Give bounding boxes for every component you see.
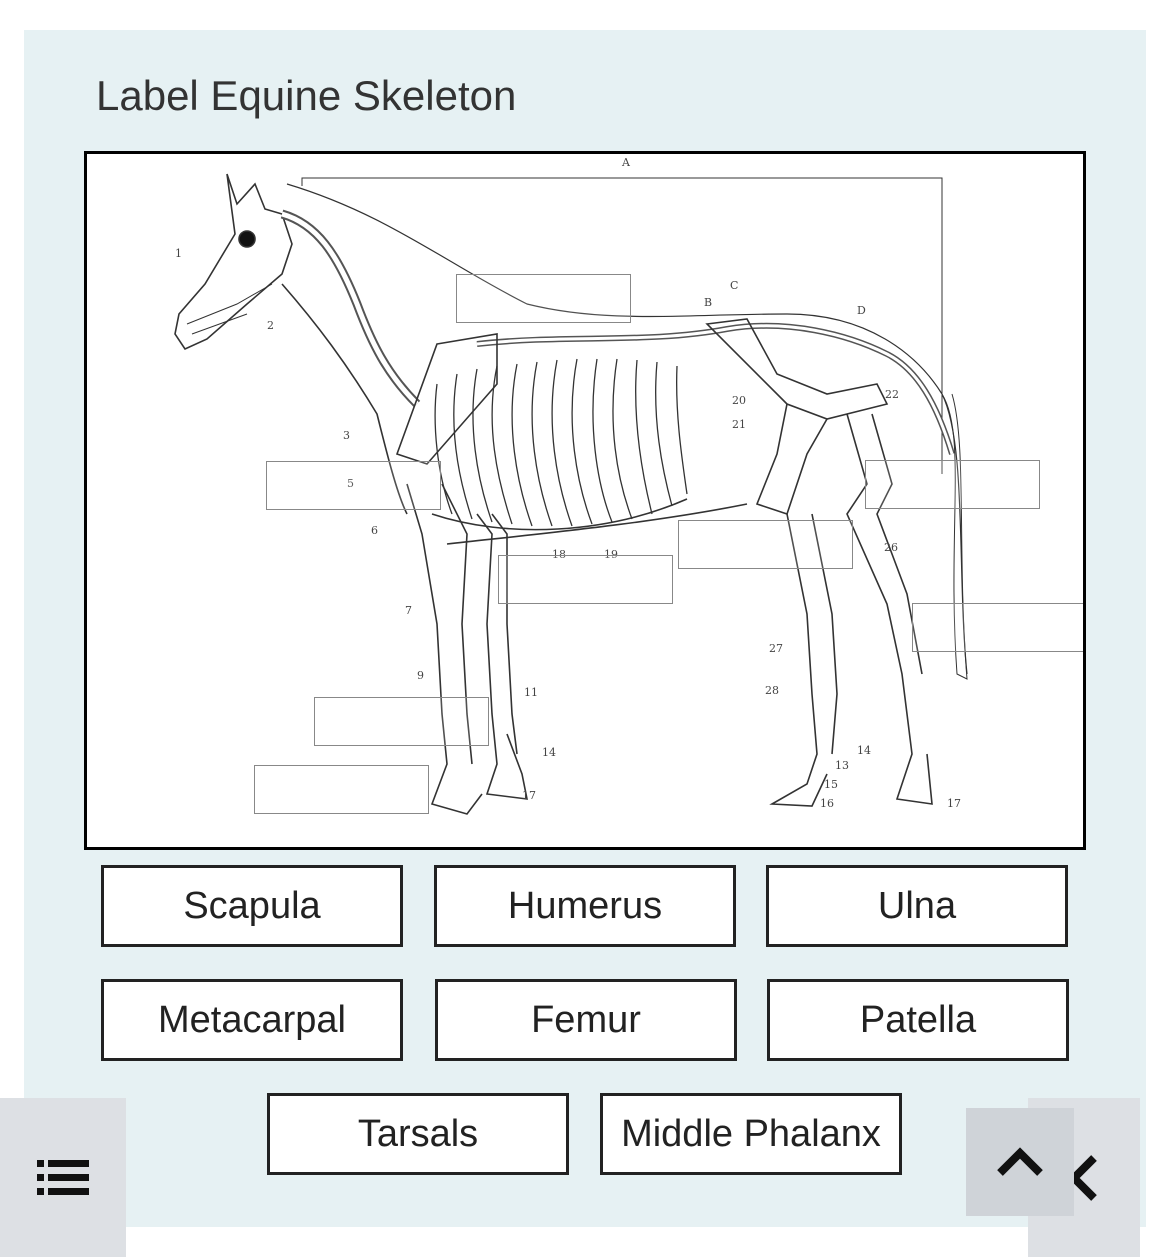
label-C: C xyxy=(730,279,739,292)
drop-zone[interactable] xyxy=(912,603,1086,652)
drop-zone[interactable] xyxy=(865,460,1040,509)
list-icon xyxy=(37,1158,89,1198)
answer-chip-patella[interactable]: Patella xyxy=(767,979,1069,1061)
label-15b: 15 xyxy=(824,778,838,791)
label-18: 18 xyxy=(552,548,566,561)
label-17a: 17 xyxy=(522,789,536,802)
drop-zone[interactable] xyxy=(314,697,489,746)
label-6: 6 xyxy=(371,524,378,537)
label-13b: 13 xyxy=(835,759,849,772)
label-14b: 14 xyxy=(857,744,871,757)
label-26: 26 xyxy=(884,541,898,554)
label-7: 7 xyxy=(405,604,412,617)
label-3: 3 xyxy=(343,429,350,442)
label-B: B xyxy=(704,296,713,309)
answer-chip-femur[interactable]: Femur xyxy=(435,979,737,1061)
answer-chip-metacarpal[interactable]: Metacarpal xyxy=(101,979,403,1061)
label-28: 28 xyxy=(765,684,779,697)
label-1: 1 xyxy=(175,247,182,260)
label-17b: 17 xyxy=(947,797,961,810)
answer-chip-scapula[interactable]: Scapula xyxy=(101,865,403,947)
chevron-up-icon xyxy=(995,1145,1045,1179)
label-5: 5 xyxy=(347,477,354,490)
menu-button[interactable] xyxy=(0,1098,126,1257)
label-A: A xyxy=(622,156,630,169)
scroll-top-button[interactable] xyxy=(966,1108,1074,1216)
drop-zone[interactable] xyxy=(678,520,853,569)
label-9: 9 xyxy=(417,669,424,682)
drop-zone[interactable] xyxy=(498,555,673,604)
drop-zone[interactable] xyxy=(254,765,429,814)
label-D: D xyxy=(857,304,866,317)
label-21: 21 xyxy=(732,418,746,431)
label-14a: 14 xyxy=(542,746,556,759)
answer-chip-ulna[interactable]: Ulna xyxy=(766,865,1068,947)
answer-chip-humerus[interactable]: Humerus xyxy=(434,865,736,947)
page-title: Label Equine Skeleton xyxy=(96,72,517,119)
label-16b: 16 xyxy=(820,797,834,810)
drop-zone[interactable] xyxy=(266,461,441,510)
answer-chip-tarsals[interactable]: Tarsals xyxy=(267,1093,569,1175)
drop-zone[interactable] xyxy=(456,274,631,323)
label-19: 19 xyxy=(604,548,618,561)
answer-chip-middle-phalanx[interactable]: Middle Phalanx xyxy=(600,1093,902,1175)
label-27: 27 xyxy=(769,642,783,655)
skeleton-diagram xyxy=(84,151,1086,850)
label-20: 20 xyxy=(732,394,746,407)
label-2: 2 xyxy=(267,319,274,332)
label-22: 22 xyxy=(885,388,899,401)
label-11: 11 xyxy=(524,686,538,699)
